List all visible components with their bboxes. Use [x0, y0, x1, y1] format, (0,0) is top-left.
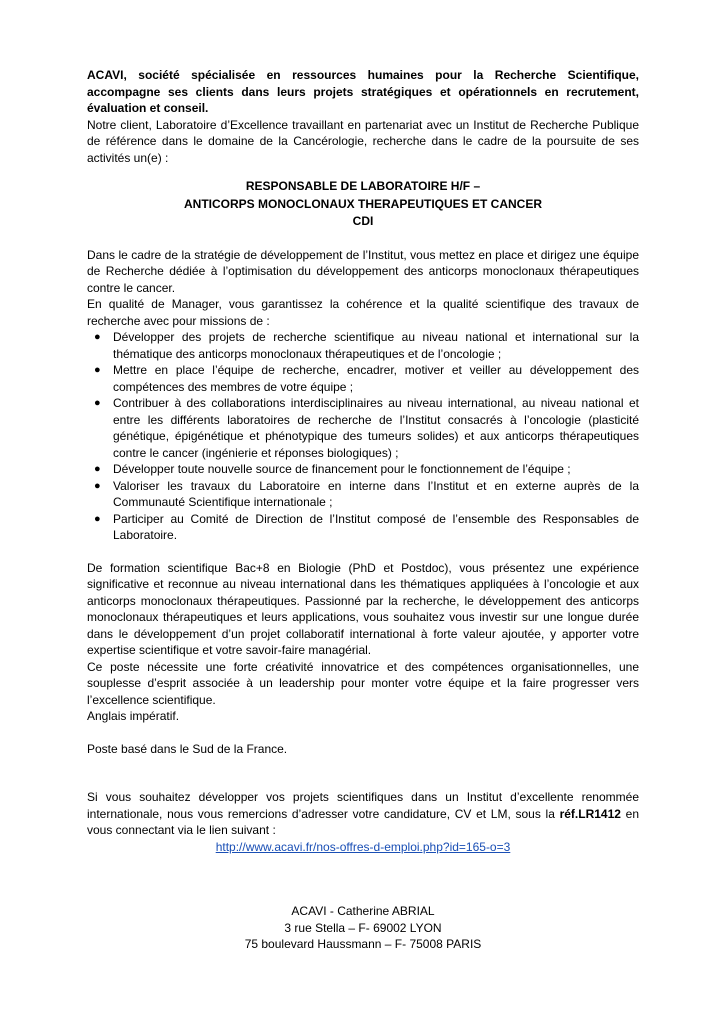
list-item	[94, 461, 639, 478]
list-item-text: Développer des projets de recherche scientifique au niveau national et international sur la thématique des anticorps monoclonaux thérapeutiques et de l’oncologie ;	[113, 330, 639, 361]
list-item-text: Contribuer à des collaborations interdisciplinaires au niveau international, au niveau national et entre les différents laboratoires de recherche de l’Institut consacrés à l’oncologie (plasticité génétique, épigénétique et phénotypique des tumeurs solides) et aux anticorps thérapeutiques contre le cancer (ingénierie et réponses biologiques) ;	[113, 396, 639, 460]
intro-company: ACAVI, société spécialisée en ressources humaines pour la Recherche Scientifique, accompagne ses clients dans leurs projets stratégiques et opérationnels en recrutement, évaluation et conseil.	[87, 68, 639, 115]
location-text: Poste basé dans le Sud de la France.	[87, 741, 288, 756]
mission-paragraph-1: Dans le cadre de la stratégie de développement de l’Institut, vous mettez en place et dirigez une équipe de Recherche dédiée à l’optimisation du développement des anticorps monoclonaux thérapeutiques contre le cancer.	[87, 247, 639, 295]
list-item-text: Valoriser les travaux du Laboratoire en interne dans l’Institut et en externe auprès de la Communauté Scientifique internationale ;	[113, 478, 639, 509]
list-item	[94, 329, 639, 362]
profile-paragraph-2: Ce poste nécessite une forte créativité innovatrice et des compétences organisationnelles, une souplesse d’esprit associée à un leadership pour monter votre équipe et la faire progresser vers l’excellence scientifique.	[87, 659, 639, 707]
list-item	[94, 511, 639, 544]
job-title-block	[87, 178, 639, 231]
list-item	[94, 395, 639, 461]
bullet-icon: ●	[94, 331, 101, 343]
footer-address-lyon: 3 rue Stella – F- 69002 LYON	[284, 920, 442, 935]
application-text-before: Si vous souhaitez développer vos projets scientifiques dans un Institut d’excellente renommée internationale, nous vous remercions d’adresser votre candidature, CV et LM, sous la	[87, 790, 639, 821]
intro-client: Notre client, Laboratoire d’Excellence travaillant en partenariat avec un Institut de Recherche Publique de référence dans le domaine de la Cancérologie, recherche dans le cadre de la poursuite de ses activités un(e) :	[87, 117, 639, 165]
document-page	[87, 67, 639, 953]
bullet-icon: ●	[94, 479, 101, 492]
bullet-icon: ●	[94, 397, 101, 409]
list-item-text: Participer au Comité de Direction de l’Institut composé de l’ensemble des Responsables de Laboratoire.	[113, 511, 639, 542]
job-title-line1: RESPONSABLE DE LABORATOIRE H/F –	[245, 179, 481, 193]
list-item	[94, 478, 639, 511]
mission-paragraph-2: En qualité de Manager, vous garantissez la cohérence et la qualité scientifique des travaux de recherche avec pour missions de :	[87, 297, 639, 328]
application-text-after: en vous connectant via le lien suivant :	[87, 806, 639, 837]
list-item	[94, 362, 639, 395]
application-link[interactable]: http://www.acavi.fr/nos-offres-d-emploi.php?id=165-o=3	[215, 839, 511, 854]
job-title-line3: CDI	[352, 214, 374, 228]
list-item-text: Développer toute nouvelle source de financement pour le fonctionnement de l’équipe ;	[113, 462, 571, 476]
footer-address-paris: 75 boulevard Haussmann – F- 75008 PARIS	[244, 937, 482, 951]
footer-contact-name: ACAVI - Catherine ABRIAL	[291, 904, 435, 918]
mission-list	[87, 329, 639, 544]
bullet-icon: ●	[94, 512, 101, 525]
profile-paragraph-1: De formation scientifique Bac+8 en Biologie (PhD et Postdoc), vous présentez une expérience significative et reconnue au niveau international dans les thématiques appliquées à l’oncologie et aux anticorps monoclonaux thérapeutiques. Passionné par la recherche, le développement des anticorps monoclonaux thérapeutiques et leurs applications, vous souhaitez vous investir sur une longue durée dans le développement d’un projet collaboratif international à forte valeur ajoutée, y apporter votre expertise scientifique et votre savoir-faire managérial.	[87, 560, 639, 657]
reference-code: réf.LR1412	[559, 806, 621, 821]
profile-paragraph-3: Anglais impératif.	[87, 709, 180, 723]
bullet-icon: ●	[94, 364, 101, 376]
list-item-text: Mettre en place l’équipe de recherche, encadrer, motiver et veiller au développement des compétences des membres de votre équipe ;	[113, 363, 639, 394]
job-title-line2: ANTICORPS MONOCLONAUX THERAPEUTIQUES ET CANCER	[183, 196, 542, 211]
bullet-icon: ●	[94, 463, 101, 475]
application-text	[87, 789, 639, 839]
